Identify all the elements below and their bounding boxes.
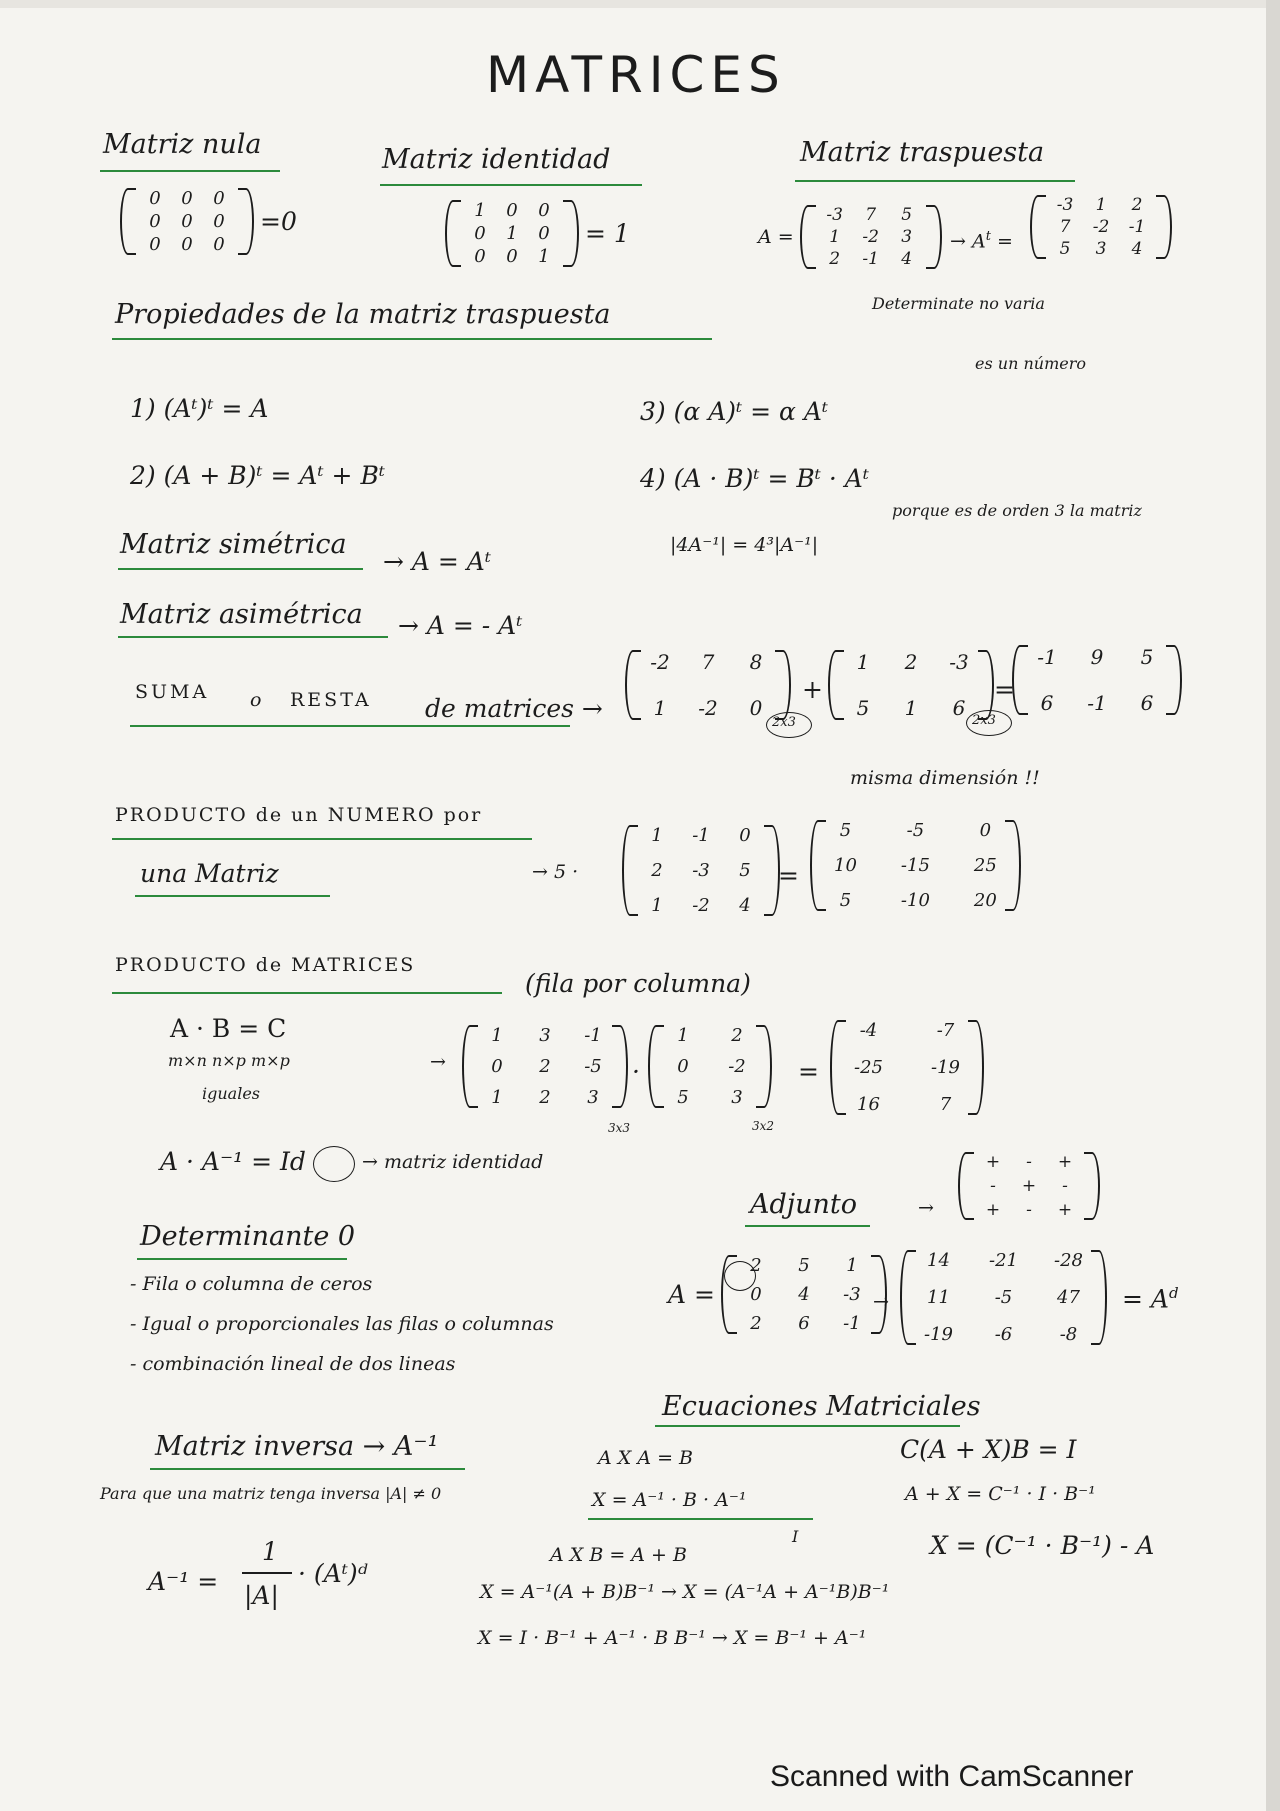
nula-cell-1-0: 0 bbox=[149, 211, 161, 232]
producto-num-m2-cell-2-1: -10 bbox=[900, 890, 930, 911]
nula-matrix bbox=[120, 188, 297, 255]
adjunto-result-cell-2-0: -19 bbox=[924, 1324, 953, 1345]
adjunto-signs-cell-1-0: - bbox=[990, 1176, 996, 1196]
suma-m1-cell-0-1: 7 bbox=[701, 650, 715, 674]
inversa-underline bbox=[150, 1468, 465, 1470]
producto-mat-d2: 3x2 bbox=[752, 1119, 775, 1133]
producto-num-m2-cell-0-2: 0 bbox=[979, 820, 992, 841]
inverse-note: → matriz identidad bbox=[362, 1151, 544, 1173]
suma-dim-1-circle bbox=[766, 712, 812, 738]
inversa-condition: Para que una matriz tenga inversa |A| ≠ 0 bbox=[100, 1484, 442, 1503]
adjunto-underline bbox=[745, 1225, 870, 1227]
producto-num-m1 bbox=[622, 825, 780, 916]
producto-num-m2-cell-1-0: 10 bbox=[834, 855, 857, 876]
producto-mat-arrow: → bbox=[430, 1051, 446, 1073]
traspuesta-at-cell-1-1: -2 bbox=[1092, 217, 1110, 237]
producto-mat-m3-cell-2-0: 16 bbox=[857, 1094, 880, 1115]
producto-mat-d1: 3x3 bbox=[608, 1121, 631, 1135]
adjunto-a-cell-2-0: 2 bbox=[750, 1313, 762, 1334]
identidad-cell-2-0: 0 bbox=[474, 246, 486, 267]
producto-mat-m3-cell-2-1: 7 bbox=[939, 1094, 952, 1115]
simetrica-underline bbox=[118, 568, 363, 570]
identidad-cell-2-1: 0 bbox=[506, 246, 518, 267]
suma-m2-cell-1-2: 6 bbox=[952, 696, 966, 720]
producto-num-label-2: una Matriz bbox=[140, 859, 279, 888]
identidad-cell-1-2: 0 bbox=[538, 223, 550, 244]
producto-mat-m2-cell-0-0: 1 bbox=[677, 1025, 689, 1046]
asimetrica-underline bbox=[118, 636, 388, 638]
propiedades-heading: Propiedades de la matriz traspuesta bbox=[115, 299, 611, 330]
traspuesta-at-cell-0-0: -3 bbox=[1056, 195, 1074, 215]
adjunto-signs-cell-0-2: + bbox=[1057, 1152, 1073, 1172]
propiedades-underline bbox=[112, 338, 712, 340]
producto-num-m2-cell-0-0: 5 bbox=[839, 820, 852, 841]
ec-r2: A + X = C⁻¹ · I · B⁻¹ bbox=[905, 1483, 1096, 1505]
adjunto-signs-cell-2-2: + bbox=[1057, 1200, 1073, 1220]
traspuesta-at bbox=[1030, 195, 1172, 259]
suma-dim-1: 2x3 bbox=[772, 715, 796, 730]
adjunto-signs-cell-2-0: + bbox=[985, 1200, 1001, 1220]
adjunto-a-cell-1-1: 4 bbox=[798, 1284, 810, 1305]
ec-r1: C(A + X)B = I bbox=[900, 1435, 1077, 1464]
asimetrica-formula: → A = - Aᵗ bbox=[398, 611, 523, 640]
inversa-rest: · (Aᵗ)ᵈ bbox=[298, 1559, 368, 1588]
producto-mat-m1-cell-1-2: -5 bbox=[584, 1056, 602, 1077]
suma-m2-cell-0-0: 1 bbox=[856, 650, 870, 674]
suma-m2-cell-0-1: 2 bbox=[904, 650, 918, 674]
determinante-heading: Determinante 0 bbox=[140, 1221, 356, 1252]
page-top-edge bbox=[0, 0, 1280, 8]
adjunto-rhs: = $A^d$ bbox=[1122, 1284, 1179, 1314]
adjunto-result-cell-1-1: -5 bbox=[994, 1287, 1013, 1308]
nula-eq: =0 bbox=[260, 206, 297, 236]
producto-mat-m2 bbox=[648, 1025, 772, 1108]
suma-m1-cell-1-1: -2 bbox=[698, 696, 718, 720]
producto-mat-m2-cell-2-0: 5 bbox=[677, 1087, 689, 1108]
ec-r3: X = (C⁻¹ · B⁻¹) - A bbox=[930, 1531, 1155, 1560]
inversa-heading: Matriz inversa → A⁻¹ bbox=[155, 1431, 439, 1462]
suma-m1-cell-0-2: 8 bbox=[749, 650, 763, 674]
producto-mat-m1 bbox=[462, 1025, 628, 1108]
adjunto-a-cell-1-2: -3 bbox=[843, 1284, 861, 1305]
suma-m3-cell-0-1: 9 bbox=[1090, 645, 1104, 669]
determinante-underline bbox=[137, 1258, 347, 1260]
producto-mat-iguales: iguales bbox=[202, 1084, 260, 1103]
traspuesta-a-cell-0-1: 7 bbox=[865, 205, 877, 225]
traspuesta-note: Determinate no varia bbox=[872, 294, 1045, 313]
suma-m1-cell-0-0: -2 bbox=[650, 650, 670, 674]
producto-mat-label: PRODUCTO de MATRICES bbox=[115, 954, 416, 976]
ecuaciones-underline bbox=[655, 1425, 960, 1427]
ec-l5: X = I · B⁻¹ + A⁻¹ · B B⁻¹ → X = B⁻¹ + A⁻¹ bbox=[478, 1627, 867, 1649]
suma-m3-cell-1-0: 6 bbox=[1040, 691, 1054, 715]
prop-alpha-note: es un número bbox=[975, 354, 1086, 373]
suma-dim-2: 2x3 bbox=[972, 713, 996, 728]
producto-mat-m3-cell-1-0: -25 bbox=[854, 1057, 883, 1078]
adjunto-result-cell-0-0: 14 bbox=[927, 1250, 950, 1271]
traspuesta-at-cell-1-0: 7 bbox=[1059, 217, 1071, 237]
nula-cell-1-2: 0 bbox=[213, 211, 225, 232]
producto-mat-note: (fila por columna) bbox=[525, 969, 751, 998]
suma-m3-cell-0-2: 5 bbox=[1140, 645, 1154, 669]
traspuesta-at-cell-0-1: 1 bbox=[1095, 195, 1107, 215]
adjunto-result-cell-0-2: -28 bbox=[1054, 1250, 1083, 1271]
ecuaciones-heading: Ecuaciones Matriciales bbox=[662, 1391, 981, 1422]
traspuesta-underline bbox=[795, 180, 1075, 182]
traspuesta-at-cell-2-0: 5 bbox=[1059, 239, 1071, 259]
traspuesta-at-cell-1-2: -1 bbox=[1128, 217, 1146, 237]
ec-l2: X = A⁻¹ · B · A⁻¹ bbox=[592, 1489, 747, 1511]
suma-m1-cell-1-2: 0 bbox=[749, 696, 763, 720]
producto-num-eq: = bbox=[778, 861, 799, 890]
producto-num-m1-cell-1-1: -3 bbox=[692, 860, 710, 881]
adjunto-a-cell-1-0: 0 bbox=[750, 1284, 762, 1305]
producto-num-m1-cell-2-0: 1 bbox=[651, 895, 663, 916]
inversa-lhs: A⁻¹ = bbox=[148, 1567, 219, 1596]
inversa-num: 1 bbox=[262, 1537, 278, 1566]
suma-eq: = bbox=[994, 675, 1015, 704]
page-title: MATRICES bbox=[486, 46, 786, 104]
determinante-item-3: - combinación lineal de dos lineas bbox=[130, 1353, 456, 1375]
producto-mat-dot: · bbox=[632, 1057, 640, 1086]
traspuesta-at-cell-0-2: 2 bbox=[1131, 195, 1143, 215]
traspuesta-at-cell-2-1: 3 bbox=[1095, 239, 1107, 259]
traspuesta-a-cell-1-0: 1 bbox=[829, 227, 841, 247]
producto-num-m2-cell-1-1: -15 bbox=[900, 855, 930, 876]
producto-num-m1-cell-0-1: -1 bbox=[692, 825, 710, 846]
adjunto-result-cell-1-2: 47 bbox=[1057, 1287, 1080, 1308]
suma-label-2: o bbox=[250, 689, 262, 711]
prop-2: 2) (A + B)ᵗ = Aᵗ + Bᵗ bbox=[130, 461, 385, 490]
fraction-bar bbox=[242, 1572, 292, 1574]
producto-mat-m3-cell-0-1: -7 bbox=[936, 1020, 955, 1041]
ec-l1: A X A = B bbox=[598, 1447, 694, 1469]
nula-cell-1-1: 0 bbox=[181, 211, 193, 232]
traspuesta-a-cell-2-1: -1 bbox=[862, 249, 879, 269]
suma-label-4: de matrices → bbox=[425, 694, 603, 723]
traspuesta-a bbox=[758, 205, 942, 269]
suma-m2 bbox=[828, 650, 994, 720]
ec-l2-underline bbox=[588, 1518, 813, 1520]
traspuesta-a-cell-1-2: 3 bbox=[901, 227, 913, 247]
suma-dim-2-circle bbox=[966, 710, 1012, 736]
producto-mat-m1-cell-2-2: 3 bbox=[587, 1087, 599, 1108]
nula-cell-2-2: 0 bbox=[213, 234, 225, 255]
adjunto-signs-cell-1-2: - bbox=[1062, 1176, 1068, 1196]
ec-i-mark: I bbox=[792, 1527, 799, 1546]
identidad-heading: Matriz identidad bbox=[382, 144, 611, 175]
adjunto-result-cell-0-1: -21 bbox=[989, 1250, 1018, 1271]
identidad-cell-0-2: 0 bbox=[538, 200, 550, 221]
nula-cell-0-0: 0 bbox=[149, 188, 161, 209]
producto-num-m1-cell-1-2: 5 bbox=[739, 860, 751, 881]
producto-num-m2-cell-1-2: 25 bbox=[973, 855, 997, 876]
asimetrica-label: Matriz asimétrica bbox=[120, 599, 363, 630]
suma-m3 bbox=[1012, 645, 1182, 715]
traspuesta-lhs: A = bbox=[758, 225, 794, 248]
ec-l3: A X B = A + B bbox=[550, 1544, 687, 1566]
adjunto-result-cell-2-1: -6 bbox=[994, 1324, 1013, 1345]
nula-heading: Matriz nula bbox=[103, 129, 262, 160]
producto-mat-m1-cell-2-0: 1 bbox=[491, 1087, 503, 1108]
producto-mat-m2-cell-2-1: 3 bbox=[731, 1087, 743, 1108]
suma-m2-cell-0-2: -3 bbox=[949, 650, 969, 674]
ec-l4: X = A⁻¹(A + B)B⁻¹ → X = (A⁻¹A + A⁻¹B)B⁻¹ bbox=[480, 1581, 890, 1603]
nula-underline bbox=[100, 170, 280, 172]
inversa-den: |A| bbox=[244, 1581, 279, 1610]
producto-mat-underline bbox=[112, 992, 502, 994]
identidad-eq: = 1 bbox=[585, 218, 630, 248]
adjunto-a-cell-2-2: -1 bbox=[843, 1313, 861, 1334]
simetrica-formula: → A = Aᵗ bbox=[383, 547, 492, 576]
prop-3: 3) (α A)ᵗ = α Aᵗ bbox=[640, 397, 829, 426]
nula-cell-2-1: 0 bbox=[181, 234, 193, 255]
producto-mat-m3-cell-1-1: -19 bbox=[931, 1057, 960, 1078]
producto-num-m2-cell-2-0: 5 bbox=[839, 890, 852, 911]
suma-m3-cell-1-1: -1 bbox=[1087, 691, 1107, 715]
producto-mat-m2-cell-1-1: -2 bbox=[728, 1056, 746, 1077]
adjunto-a bbox=[668, 1255, 887, 1334]
producto-mat-formula: A · B = C bbox=[170, 1014, 287, 1043]
producto-num-underline-2 bbox=[135, 895, 330, 897]
producto-mat-dims: m×n n×p m×p bbox=[168, 1051, 290, 1070]
traspuesta-arrow: → $A^t$ = bbox=[950, 229, 1013, 253]
adjunto-result-cell-1-0: 11 bbox=[927, 1287, 950, 1308]
suma-underline bbox=[130, 725, 570, 727]
identidad-underline bbox=[380, 184, 642, 186]
traspuesta-a-cell-1-1: -2 bbox=[862, 227, 879, 247]
suma-m3-cell-0-0: -1 bbox=[1037, 645, 1057, 669]
adjunto-signs-cell-2-1: - bbox=[1026, 1200, 1032, 1220]
adjunto-label: Adjunto bbox=[750, 1189, 858, 1220]
traspuesta-a-cell-2-0: 2 bbox=[829, 249, 841, 269]
adjunto-a-cell-0-1: 5 bbox=[798, 1255, 810, 1276]
adjunto-arrow: → bbox=[918, 1197, 934, 1219]
adjunto-lhs: A = bbox=[668, 1279, 715, 1309]
producto-num-scalar: → 5 · bbox=[532, 861, 579, 883]
page-right-edge bbox=[1266, 0, 1280, 1811]
adjunto-signs-cell-0-1: - bbox=[1026, 1152, 1032, 1172]
traspuesta-a-cell-0-0: -3 bbox=[826, 205, 843, 225]
adjunto-a-cell-2-1: 6 bbox=[798, 1313, 810, 1334]
adjunto-result bbox=[900, 1250, 1107, 1345]
identidad-cell-0-1: 0 bbox=[506, 200, 518, 221]
suma-label-1: SUMA bbox=[135, 681, 210, 703]
producto-num-m2-cell-0-1: -5 bbox=[906, 820, 925, 841]
producto-num-m1-cell-2-2: 4 bbox=[739, 895, 751, 916]
prop-det-note: porque es de orden 3 la matriz bbox=[892, 501, 1142, 520]
suma-m1-cell-1-0: 1 bbox=[653, 696, 667, 720]
producto-mat-m1-cell-0-2: -1 bbox=[584, 1025, 602, 1046]
identidad-cell-2-2: 1 bbox=[538, 246, 550, 267]
adjunto-a-cell-0-0: 2 bbox=[750, 1255, 762, 1276]
producto-num-underline-1 bbox=[112, 838, 532, 840]
producto-mat-m1-cell-1-1: 2 bbox=[539, 1056, 551, 1077]
traspuesta-a-cell-0-2: 5 bbox=[901, 205, 913, 225]
producto-mat-m2-cell-1-0: 0 bbox=[677, 1056, 689, 1077]
identidad-matrix bbox=[445, 200, 630, 267]
adjunto-result-cell-2-2: -8 bbox=[1059, 1324, 1078, 1345]
identidad-cell-1-1: 1 bbox=[506, 223, 518, 244]
adjunto-signs-cell-1-1: + bbox=[1021, 1176, 1037, 1196]
producto-mat-m3 bbox=[830, 1020, 984, 1115]
adjunto-a-cell-0-2: 1 bbox=[846, 1255, 858, 1276]
suma-m1 bbox=[625, 650, 791, 720]
nula-cell-2-0: 0 bbox=[149, 234, 161, 255]
determinante-item-1: - Fila o columna de ceros bbox=[130, 1273, 373, 1295]
producto-num-m1-cell-2-1: -2 bbox=[692, 895, 710, 916]
simetrica-label: Matriz simétrica bbox=[120, 529, 347, 560]
producto-num-m1-cell-0-0: 1 bbox=[651, 825, 663, 846]
producto-num-m1-cell-1-0: 2 bbox=[651, 860, 663, 881]
traspuesta-at-cell-2-2: 4 bbox=[1131, 239, 1143, 259]
nula-cell-0-2: 0 bbox=[213, 188, 225, 209]
suma-m2-cell-1-0: 5 bbox=[856, 696, 870, 720]
suma-plus: + bbox=[802, 675, 823, 704]
scanner-watermark: Scanned with CamScanner bbox=[770, 1760, 1134, 1793]
suma-label-3: RESTA bbox=[290, 689, 372, 711]
producto-mat-m3-cell-0-0: -4 bbox=[859, 1020, 878, 1041]
suma-m2-cell-1-1: 1 bbox=[904, 696, 918, 720]
traspuesta-a-cell-2-2: 4 bbox=[901, 249, 913, 269]
producto-mat-m1-cell-1-0: 0 bbox=[491, 1056, 503, 1077]
producto-num-m2 bbox=[810, 820, 1021, 911]
identidad-cell-0-0: 1 bbox=[474, 200, 486, 221]
producto-mat-m1-cell-0-1: 3 bbox=[539, 1025, 551, 1046]
determinante-item-2: - Igual o proporcionales las filas o columnas bbox=[130, 1313, 554, 1335]
producto-num-m1-cell-0-2: 0 bbox=[739, 825, 751, 846]
producto-mat-m2-cell-0-1: 2 bbox=[731, 1025, 743, 1046]
traspuesta-heading: Matriz traspuesta bbox=[800, 137, 1045, 168]
adjunto-signs bbox=[958, 1152, 1100, 1220]
nula-cell-0-1: 0 bbox=[181, 188, 193, 209]
prop-4: 4) (A · B)ᵗ = Bᵗ · Aᵗ bbox=[640, 464, 869, 493]
suma-m3-cell-1-2: 6 bbox=[1140, 691, 1154, 715]
adjunto-arrow-2: → bbox=[873, 1291, 889, 1313]
pivot-circle bbox=[724, 1261, 756, 1291]
producto-num-label-1: PRODUCTO de un NUMERO por bbox=[115, 804, 483, 826]
adjunto-signs-cell-0-0: + bbox=[985, 1152, 1001, 1172]
prop-det-formula: |4A⁻¹| = 4³|A⁻¹| bbox=[670, 534, 819, 556]
identity-circle bbox=[313, 1146, 355, 1182]
prop-1: 1) (Aᵗ)ᵗ = A bbox=[130, 394, 269, 423]
producto-mat-eq: = bbox=[798, 1057, 819, 1086]
suma-note: misma dimensión !! bbox=[850, 767, 1040, 789]
identidad-cell-1-0: 0 bbox=[474, 223, 486, 244]
inverse-identity: A · A⁻¹ = Id bbox=[160, 1147, 306, 1176]
producto-mat-m1-cell-0-0: 1 bbox=[491, 1025, 503, 1046]
producto-num-m2-cell-2-2: 20 bbox=[973, 890, 997, 911]
producto-mat-m1-cell-2-1: 2 bbox=[539, 1087, 551, 1108]
